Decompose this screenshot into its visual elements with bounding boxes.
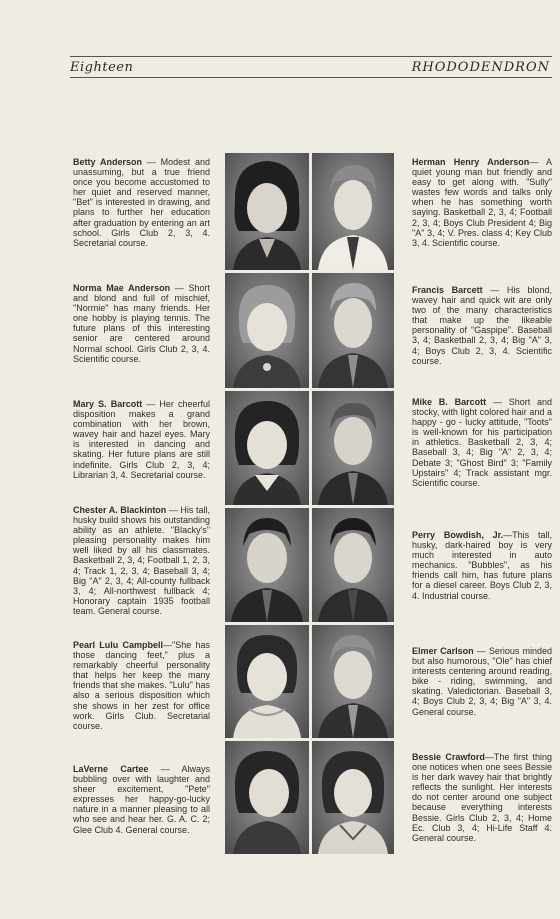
student-bio: — His blond, wavey hair and quick wit are only two of the many characteristics that make up the likeable personality of "Gaspipe". Baseball 3, 4; Basketball 2, 3, 4; Big "A" 3, 4; Boys Club 2, 3, 4. Scientific course. (412, 285, 552, 366)
bio-right-6 (412, 752, 552, 843)
bio-right-5 (412, 646, 552, 717)
yearbook-title: RHODODENDRON (411, 60, 550, 75)
bio-left-4 (73, 505, 210, 616)
header-rule-bottom (70, 77, 552, 78)
portrait-francis-barcett (312, 273, 394, 388)
student-bio: — Modest and unassuming, but a true friend once you become accustomed to her quiet and reserved manner, "Bet" is interested in drawing, and plans to further her education after graduation by entering an art school. Girls Club 2, 3, 4. Secretarial course. (73, 157, 210, 248)
bio-right-1 (412, 157, 552, 248)
portrait-bessie-crawford (312, 741, 394, 854)
student-bio: — Short and stocky, with light colored hair and a happy - go - lucky attitude, "Toots" is well-known for his participation in athletics. Basketball 2, 3, 4; Baseball 3, 4; Big "A" 2, 3, 4; Debate 3; "Ghost Bird" 3; "Family Upstairs" 4; Track assistant mgr. Scientific course. (412, 397, 553, 488)
student-name: Chester A. Blackinton (73, 505, 167, 515)
portrait-mary-barcott (225, 391, 309, 505)
portrait-norma-anderson (225, 273, 309, 388)
student-name: Herman Henry Anderson (412, 157, 530, 167)
bio-left-3 (73, 399, 210, 480)
student-bio: — His tall, husky build shows his outstanding ability as an athlete. "Blacky's" pleasing personality makes him well liked by all his classmates. Basketball 2, 3, 4; Football 1, 2, 3, 4; Track 1, 2, 3, 4; Baseball 3, 4; Big "A" 2, 3, 4; All-county fullback 3, 4; All-northwest fullback 4; Honorary captain 1935 football team. General course. (73, 505, 210, 616)
student-bio: — Serious minded but also humorous, "Ole" has chief interests centering around reading, bike - riding, swimming, and skating. Valedictorian. Baseball 3, 4; Boys Club 2, 3, 4; Big "A" 3, 4. General course. (412, 646, 552, 717)
student-name: Norma Mae Anderson (73, 283, 171, 293)
portrait-pearl-campbell (225, 625, 309, 738)
student-name: LaVerne Cartee (73, 764, 149, 774)
student-bio: —"She has those dancing feet," plus a remarkably cheerful personality that helps her keep the many friends that she makes. "Lulu" has also a serious disposition which she shows in her zest for office work. Girls Club. Secretarial course. (73, 640, 210, 731)
page-number: Eighteen (70, 60, 134, 75)
bio-left-6 (73, 764, 210, 835)
student-name: Bessie Crawford (412, 752, 485, 762)
student-name: Mary S. Barcott (73, 399, 143, 409)
student-name: Perry Bowdish, Jr. (412, 530, 504, 540)
bio-right-2 (412, 285, 552, 366)
student-name: Pearl Lulu Campbell (73, 640, 164, 650)
student-bio: — Her cheerful disposition makes a grand combination with her brown, wavey hair and hazel eyes. Mary is interested in dancing and skating. Her future plans are still indefinite. Girls Club 2, 3, 4; Librarian 3, 4. Secretarial course. (73, 399, 210, 480)
portrait-betty-anderson (225, 153, 309, 270)
bio-left-1 (73, 157, 210, 248)
portrait-laverne-cartee (225, 741, 309, 854)
student-bio: — Always bubbling over with laughter and sheer excitement, "Pete" expresses her happy-go-lucky nature in a manner pleasing to all who see and hear her. G. A. C. 2; Glee Club 4. General course. (73, 764, 210, 835)
portrait-herman-anderson (312, 153, 394, 270)
header-rule-top (70, 56, 552, 57)
bio-right-3 (412, 397, 552, 488)
portrait-perry-bowdish (312, 508, 394, 622)
portrait-mike-barcott (312, 391, 394, 505)
student-bio: —The first thing one notices when one sees Bessie is her dark wavey hair that brightly reflects the sunlight. Her interests do not center around one subject because everything interests Bessie. Girls Club 2, 3, 4; Home Ec. Club 3, 4; Hi-Life Staff 4. General course. (412, 752, 552, 843)
bio-left-2 (73, 283, 210, 364)
portrait-elmer-carlson (312, 625, 394, 738)
student-name: Francis Barcett (412, 285, 483, 295)
student-bio: — Short and blond and full of mischief, "Normie" has many friends. Her one hobby is playing tennis. The future plans of this interesting senior are centered around Normal school. Girls Club 2, 3, 4. Scientific course. (73, 283, 211, 364)
student-name: Elmer Carlson (412, 646, 474, 656)
bio-left-5 (73, 640, 210, 731)
student-name: Mike B. Barcott (412, 397, 487, 407)
bio-right-4 (412, 530, 552, 601)
student-bio: — A quiet young man but friendly and easy to get along with. "Sully" wastes few words and talks only when he has something worth saying. Basketball 2, 3, 4; Football 2, 3, 4; Boys Club President 4; Big "A" 3, 4; V. Pres. class 4; Key Club 3, 4. Scientific course. (412, 157, 552, 248)
portrait-chester-blackinton (225, 508, 309, 622)
student-bio: —This tall, husky, dark-haired boy is very much interested in auto mechanics. "Bubbles", as his friends call him, has future plans for a diesel career. Boys Club 2, 3, 4. Industrial course. (412, 530, 552, 601)
student-name: Betty Anderson (73, 157, 142, 167)
